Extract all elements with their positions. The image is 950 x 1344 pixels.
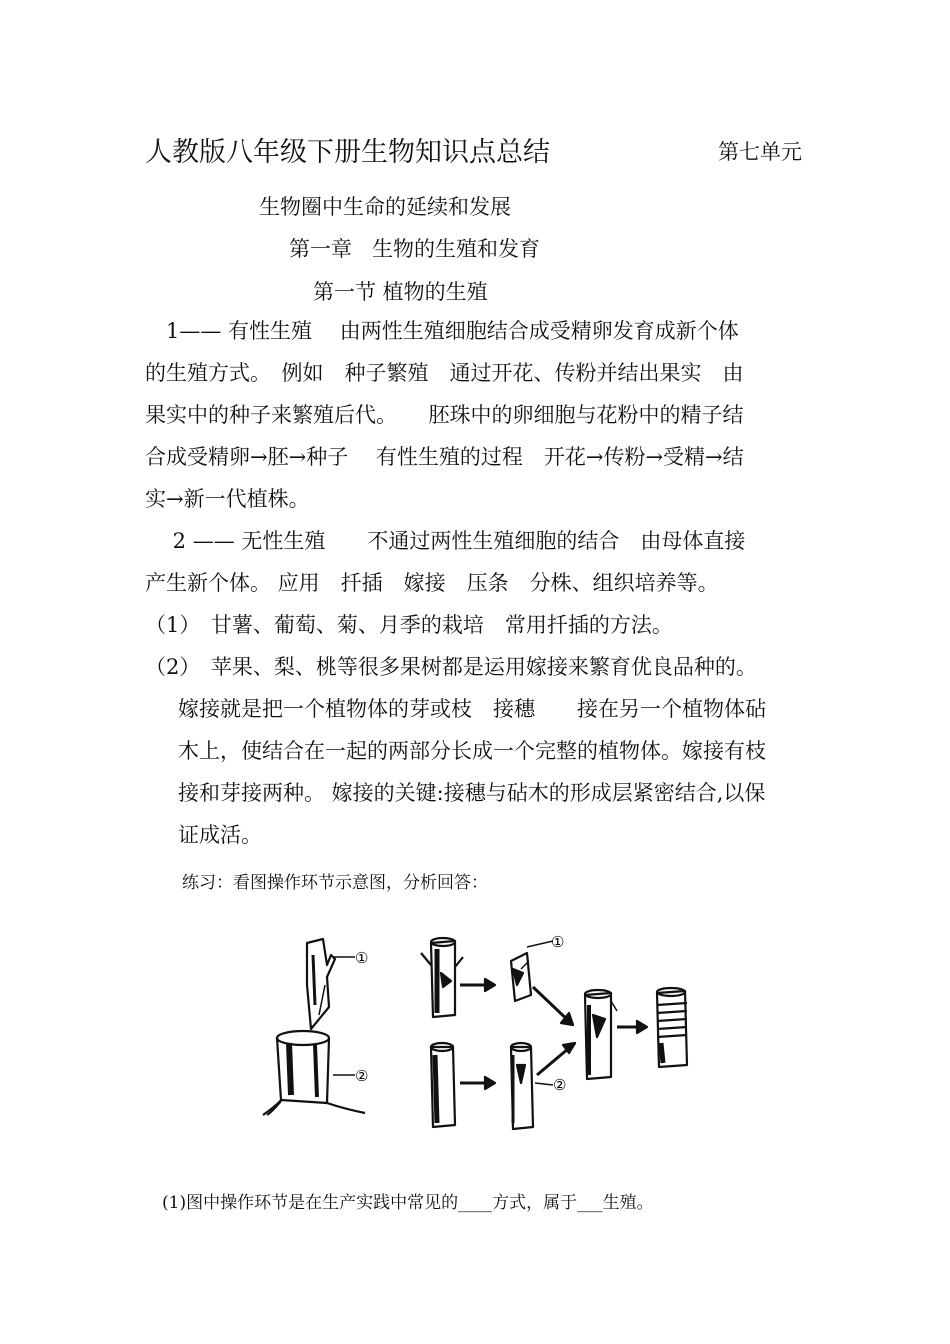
text-line: （2） 苹果、梨、桃等很多果树都是运用嫁接来繁育优良品种的。	[145, 655, 757, 679]
bud-shield-illustration	[511, 953, 531, 1001]
text-line: 2 —— 无性生殖 不通过两性生殖细胞的结合 由母体直接	[145, 529, 746, 553]
text-line: 果实中的种子来繁殖后代。 胚珠中的卵细胞与花粉中的精子结	[145, 403, 744, 427]
text-line: 实→新一代植株。	[145, 487, 310, 511]
chapter-heading: 第一章 生物的生殖和发育	[289, 237, 541, 261]
text-line: 1—— 有性生殖 由两性生殖细胞结合成受精卵发育成新个体	[145, 319, 739, 343]
unit-subtitle: 生物圈中生命的延续和发展	[259, 195, 511, 219]
label-stock: ②	[553, 1076, 567, 1094]
question-1: (1)图中操作环节是在生产实践中常见的____方式，属于___生殖。	[162, 1193, 654, 1213]
text-line: 接和芽接两种。 嫁接的关键:接穗与砧木的形成层紧密结合,以保	[178, 781, 766, 805]
text-line: （1） 甘薯、葡萄、菊、月季的栽培 常用扦插的方法。	[145, 613, 673, 637]
text-line: 产生新个体。 应用 扦插 嫁接 压条 分株、组织培养等。	[145, 571, 719, 595]
grafting-diagram	[255, 925, 705, 1140]
grafting-paragraph	[178, 688, 810, 856]
page-title: 人教版八年级下册生物知识点总结	[145, 137, 550, 168]
text-line: 的生殖方式。 例如 种子繁殖 通过开花、传粉并结出果实 由	[145, 361, 744, 385]
scion-illustration	[307, 939, 335, 1029]
label-bud: ①	[551, 933, 565, 951]
text-line: 嫁接就是把一个植物体的芽或枝 接穗 接在另一个植物体砧	[178, 697, 766, 721]
section-heading: 第一节 植物的生殖	[313, 280, 488, 304]
rootstock-illustration	[263, 1031, 365, 1115]
label-scion: ①	[355, 949, 369, 967]
sexual-reproduction-paragraph	[145, 310, 810, 520]
stock-t-cut-illustration	[431, 1043, 455, 1127]
bound-graft-illustration	[657, 988, 687, 1067]
text-line: 证成活。	[178, 823, 262, 847]
inserted-bud-illustration	[585, 990, 617, 1079]
text-line: 合成受精卵→胚→种子 有性生殖的过程 开花→传粉→受精→结	[145, 445, 744, 469]
stock-opened-illustration	[511, 1043, 533, 1129]
exercise-prompt: 练习：看图操作环节示意图，分析回答：	[182, 873, 488, 893]
label-rootstock: ②	[355, 1067, 369, 1085]
bud-scion-illustration	[421, 938, 463, 1017]
text-line: 木上，使结合在一起的两部分长成一个完整的植物体。嫁接有枝	[178, 739, 766, 763]
asexual-reproduction-paragraph	[145, 520, 810, 688]
unit-label: 第七单元	[718, 140, 802, 164]
